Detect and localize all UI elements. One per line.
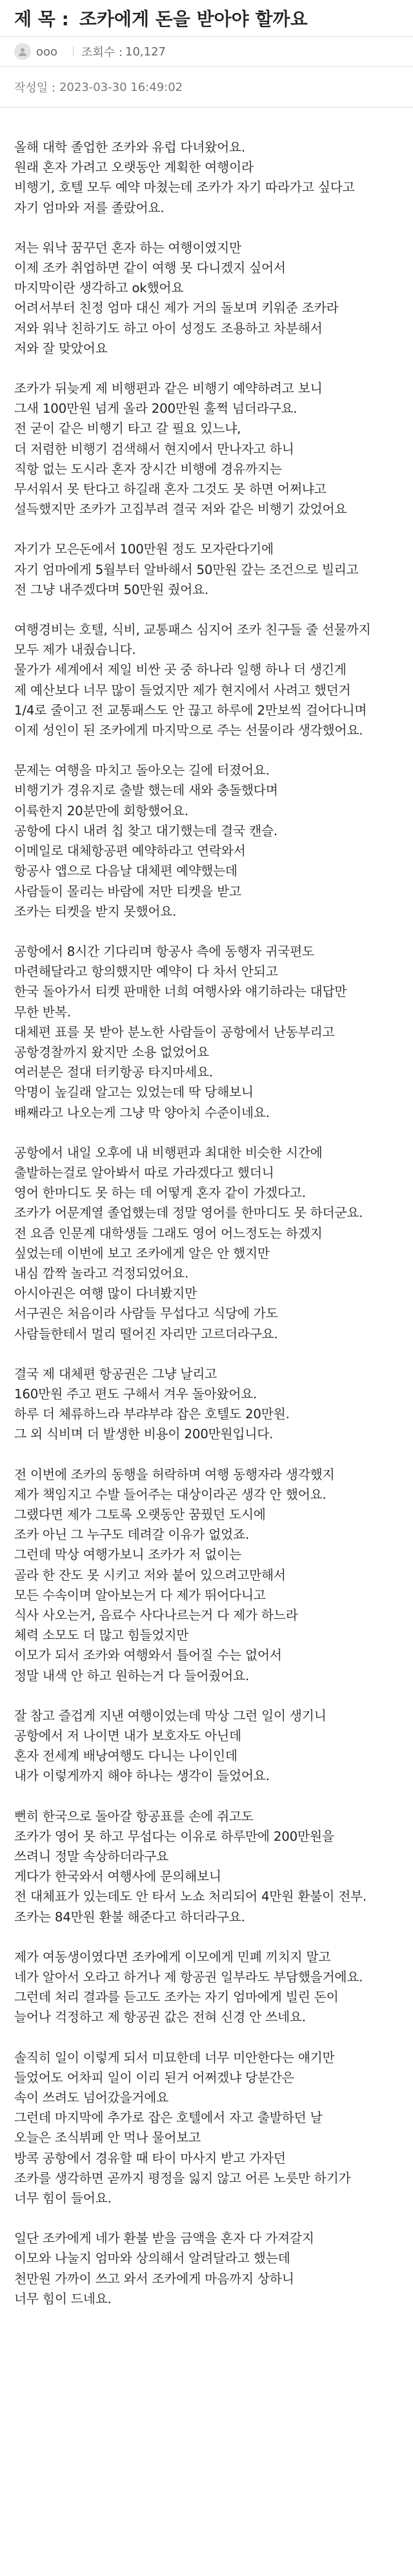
text-line: 자기가 모은돈에서 100만원 정도 모자란다기에: [14, 542, 274, 557]
text-line: 공항에서 내일 오후에 내 비행편과 최대한 비슷한 시간에: [14, 1145, 323, 1160]
text-line: 물가가 세계에서 제일 비싼 곳 중 하나라 일행 하나 더 생긴게: [14, 662, 347, 678]
post-title-bar: [0, 0, 413, 37]
views-label: 조회수 :: [81, 46, 123, 59]
text-line: 대체편 표를 못 받아 분노한 사람들이 공항에서 난동부리고: [14, 1024, 335, 1040]
post-body: [0, 108, 413, 2309]
text-line: 하루 더 체류하느라 부랴부랴 잡은 호텔도 20만원.: [14, 1407, 290, 1422]
text-line: 일단 조카에게 네가 환불 받을 금액을 혼자 다 가져갈지: [14, 2231, 314, 2246]
text-line: 마련해달라고 항의했지만 예약이 다 차서 안되고: [14, 964, 278, 980]
text-line: 내심 깜짝 놀라고 걱정되었어요.: [14, 1265, 189, 1281]
text-line: 자기 엄마와 저를 졸랐어요.: [14, 200, 165, 215]
text-line: 이제 조카 취업하면 같이 여행 못 다니겠지 싶어서: [14, 261, 286, 276]
paragraph: [14, 2228, 399, 2309]
author-name[interactable]: ooo: [36, 45, 58, 59]
paragraph: [14, 1807, 399, 1927]
text-line: 모든 수속이며 알아보는거 다 제가 뛰어다니고: [14, 1587, 266, 1603]
text-line: 사람들이 몰리는 바람에 저만 티켓을 받고: [14, 884, 241, 899]
text-line: 전 그냥 내주겠다며 50만원 줬어요.: [14, 582, 209, 597]
text-line: 조카 아닌 그 누구도 데려갈 이유가 없었죠.: [14, 1527, 250, 1543]
text-line: 1/4로 줄이고 전 교통패스도 안 끊고 하루에 2만보씩 걸어다니며: [14, 702, 367, 718]
text-line: 저와 워낙 친하기도 하고 아이 성정도 조용하고 차분해서: [14, 321, 323, 336]
text-line: 직항 없는 도시라 혼자 장시간 비행에 경유까지는: [14, 461, 282, 477]
text-line: 쓰려니 정말 속상하더라구요: [14, 1849, 169, 1865]
post-title: 조카에게 돈을 받아야 할까요: [79, 8, 308, 30]
text-line: 이모가 되서 조카와 여행와서 틀어질 수는 없어서: [14, 1648, 282, 1663]
text-line: 조카가 영어 못 하고 무섭다는 이유로 하루만에 200만원을: [14, 1828, 334, 1844]
text-line: 그런데 마지막에 추가로 잡은 호텔에서 자고 출발하던 날: [14, 2110, 323, 2126]
text-line: 잘 참고 즐겁게 지낸 여행이었는데 막상 그런 일이 생기니: [14, 1708, 327, 1723]
text-line: 제가 책임지고 수발 들어주는 대상이라곤 생각 안 했어요.: [14, 1487, 327, 1502]
text-line: 공항경찰까지 왔지만 소용 없었어요: [14, 1044, 209, 1060]
text-line: 사람들한테서 멀리 떨어진 자리만 고르더라구요.: [14, 1326, 278, 1342]
text-line: 무한 반복.: [14, 1004, 71, 1020]
text-line: 그런데 처리 결과를 듣고도 조카는 자기 엄마에게 빌린 돈이: [14, 1990, 339, 2005]
text-line: 전 굳이 같은 비행기 타고 갈 필요 있느냐,: [14, 421, 241, 437]
paragraph: [14, 2048, 399, 2209]
text-line: 너무 힘이 들어요.: [14, 2191, 112, 2206]
text-line: 제가 여동생이였다면 조카에게 이모에게 민폐 끼치지 말고: [14, 1949, 331, 1965]
text-line: 160만원 주고 편도 구해서 겨우 돌아왔어요.: [14, 1386, 257, 1402]
text-line: 비행기, 호텔 모두 예약 마쳤는데 조카가 자기 따라가고 싶다고: [14, 180, 355, 195]
text-line: 조카는 티켓을 받지 못했어요.: [14, 904, 177, 919]
text-line: 배째라고 나오는게 그냥 막 양아치 수준이네요.: [14, 1105, 270, 1120]
text-line: 늘어나 걱정하고 제 항공권 값은 전혀 신경 안 쓰네요.: [14, 2010, 306, 2025]
text-line: 전 대체표가 있는데도 안 타서 노쇼 처리되어 4만원 환불이 전부.: [14, 1889, 367, 1905]
text-line: 항공사 앱으로 다음날 대체편 예약했는데: [14, 864, 237, 879]
post-meta: [0, 37, 413, 67]
text-line: 영어 한마디도 못 하는 데 어떻게 혼자 같이 가겠다고.: [14, 1185, 306, 1201]
text-line: 솔직히 일이 이렇게 되서 미묘한데 너무 미안한다는 얘기만: [14, 2050, 335, 2065]
post-date: 2023-03-30 16:49:02: [59, 80, 183, 94]
text-line: 뻔히 한국으로 돌아갈 항공표를 손에 쥐고도: [14, 1808, 254, 1824]
text-line: 들었어도 어차피 일이 이리 된거 어쩌겠냐 당분간은: [14, 2070, 294, 2085]
text-line: 서구권은 처음이라 사람들 무섭다고 식당에 가도: [14, 1306, 278, 1322]
text-line: 그새 100만원 넘게 올라 200만원 훌쩍 넘더라구요.: [14, 401, 297, 417]
text-line: 내가 이렇게까지 해야 하나는 생각이 들었어요.: [14, 1769, 270, 1784]
date-label: 작성일 :: [14, 81, 55, 95]
text-line: 이메일로 대체항공편 예약하라고 연락와서: [14, 844, 246, 859]
text-line: 마지막이란 생각하고 ok했어요: [14, 281, 184, 296]
text-line: 전 요즘 인문계 대학생들 그래도 영어 어느정도는 하겠지: [14, 1225, 323, 1241]
text-line: 속이 쓰려도 넘어갔을거에요: [14, 2090, 169, 2106]
paragraph: [14, 539, 399, 600]
text-line: 너무 힘이 드네요.: [14, 2291, 112, 2306]
text-line: 올해 대학 졸업한 조카와 유럽 다녀왔어요.: [14, 140, 245, 155]
paragraph: [14, 1465, 399, 1686]
paragraph: [14, 620, 399, 740]
paragraph: [14, 1364, 399, 1445]
text-line: 그 외 식비며 더 발생한 비용이 200만원입니다.: [14, 1427, 274, 1442]
text-line: 출발하는걸로 알아봐서 따로 가라겠다고 했더니: [14, 1165, 274, 1180]
text-line: 체력 소모도 더 많고 힘들었지만: [14, 1628, 189, 1643]
text-line: 혼자 전세계 배낭여행도 다니는 나이인데: [14, 1749, 237, 1764]
view-count: 10,127: [125, 45, 166, 59]
text-line: 게다가 한국와서 여행사에 문의해보니: [14, 1869, 221, 1885]
text-line: 더 저렴한 비행기 검색해서 현지에서 만나자고 하니: [14, 441, 294, 457]
text-line: 악명이 높길래 알고는 있었는데 딱 당해보니: [14, 1085, 254, 1100]
text-line: 어려서부터 친정 엄마 대신 제가 거의 돌보며 키워준 조카라: [14, 301, 339, 316]
text-line: 설득했지만 조카가 고집부려 결국 저와 같은 비행기 갔었어요: [14, 502, 347, 517]
user-icon: [14, 43, 31, 60]
text-line: 저와 잘 맞았어요: [14, 341, 108, 356]
text-line: 천만원 가까이 쓰고 와서 조카에게 마음까지 상하니: [14, 2271, 294, 2286]
text-line: 문제는 여행을 마치고 돌아오는 길에 터졌어요.: [14, 763, 270, 778]
text-line: 무서워서 못 탄다고 하길래 혼자 그것도 못 하면 어쩌냐고: [14, 482, 327, 497]
paragraph: [14, 137, 399, 218]
paragraph: [14, 1706, 399, 1787]
text-line: 저는 워낙 꿈꾸던 혼자 하는 여행이였지만: [14, 240, 241, 255]
text-line: 정말 내색 안 하고 원하는거 다 들어줬어요.: [14, 1668, 250, 1683]
text-line: 원래 혼자 가려고 오랫동안 계획한 여행이라: [14, 160, 254, 175]
text-line: 자기 엄마에게 5월부터 알바해서 50만원 갚는 조건으로 빌리고: [14, 562, 359, 577]
text-line: 전 이번에 조카의 동행을 허락하며 여행 동행자라 생각했지: [14, 1467, 335, 1482]
text-line: 네가 알아서 오라고 하거나 제 항공권 일부라도 부담했을거에요.: [14, 1970, 363, 1985]
text-line: 한국 돌아가서 티켓 판매한 너희 여행사와 얘기하라는 대답만: [14, 984, 347, 1000]
text-line: 모두 제가 내줬습니다.: [14, 642, 136, 658]
text-line: 이제 성인이 된 조카에게 마지막으로 주는 선물이라 생각했어요.: [14, 723, 363, 738]
paragraph: [14, 379, 399, 519]
text-line: 오늘은 조식뷔페 안 먹나 물어보고: [14, 2130, 201, 2146]
text-line: 그랬다면 제가 그토록 오랫동안 꿈꿨던 도시에: [14, 1507, 266, 1522]
text-line: 골라 한 잔도 못 시키고 저와 붙어 있으려고만해서: [14, 1567, 286, 1583]
text-line: 아시아권은 여행 많이 다녀봤지만: [14, 1286, 197, 1302]
text-line: 그런데 막상 여행가보니 조카가 저 없이는: [14, 1547, 241, 1563]
text-line: 여러분은 절대 터키항공 타지마세요.: [14, 1065, 213, 1080]
text-line: 조카가 뒤늦게 제 비행편과 같은 비행기 예약하려고 보니: [14, 381, 323, 397]
paragraph: [14, 760, 399, 922]
text-line: 식사 사오는거, 음료수 사다나르는거 다 제가 하느라: [14, 1608, 298, 1623]
text-line: 조카가 어문계열 졸업했는데 정말 영어를 한마디도 못 하더군요.: [14, 1205, 363, 1221]
text-line: 싶었는데 이번에 보고 조카에게 알은 안 했지만: [14, 1245, 270, 1261]
text-line: 조카는 84만원 환불 해준다고 하더라구요.: [14, 1909, 245, 1925]
text-line: 비행기가 경유지로 출발 했는데 새와 충돌했다며: [14, 783, 278, 798]
text-line: 공항에 다시 내려 칩 찾고 대기했는데 결국 캔슬.: [14, 823, 277, 838]
text-line: 공항에서 8시간 기다리며 항공사 측에 동행자 귀국편도: [14, 944, 314, 959]
paragraph: [14, 238, 399, 359]
title-label: 제 목 :: [14, 8, 69, 30]
text-line: 이륙한지 20분만에 회항했어요.: [14, 803, 188, 818]
text-line: 제 예산보다 너무 많이 들었지만 제가 현지에서 사려고 했던거: [14, 682, 351, 698]
text-line: 이모와 나눌지 엄마와 상의해서 알려달라고 했는데: [14, 2251, 290, 2266]
paragraph: [14, 942, 399, 1123]
text-line: 여행경비는 호텔, 식비, 교통패스 심지어 조카 친구들 줄 선물까지: [14, 622, 371, 638]
paragraph: [14, 1947, 399, 2028]
text-line: 조카를 생각하면 곧까지 평정을 잃지 않고 어른 노릇만 하기가: [14, 2170, 351, 2186]
paragraph: [14, 1143, 399, 1344]
post-date-row: [0, 67, 413, 108]
text-line: 방콕 공항에서 경유할 때 타이 마사지 받고 가자던: [14, 2150, 286, 2166]
meta-divider: [73, 46, 74, 57]
text-line: 공항에서 저 나이면 내가 보호자도 아닌데: [14, 1729, 241, 1744]
text-line: 결국 제 대체편 항공권은 그냥 날리고: [14, 1366, 217, 1382]
